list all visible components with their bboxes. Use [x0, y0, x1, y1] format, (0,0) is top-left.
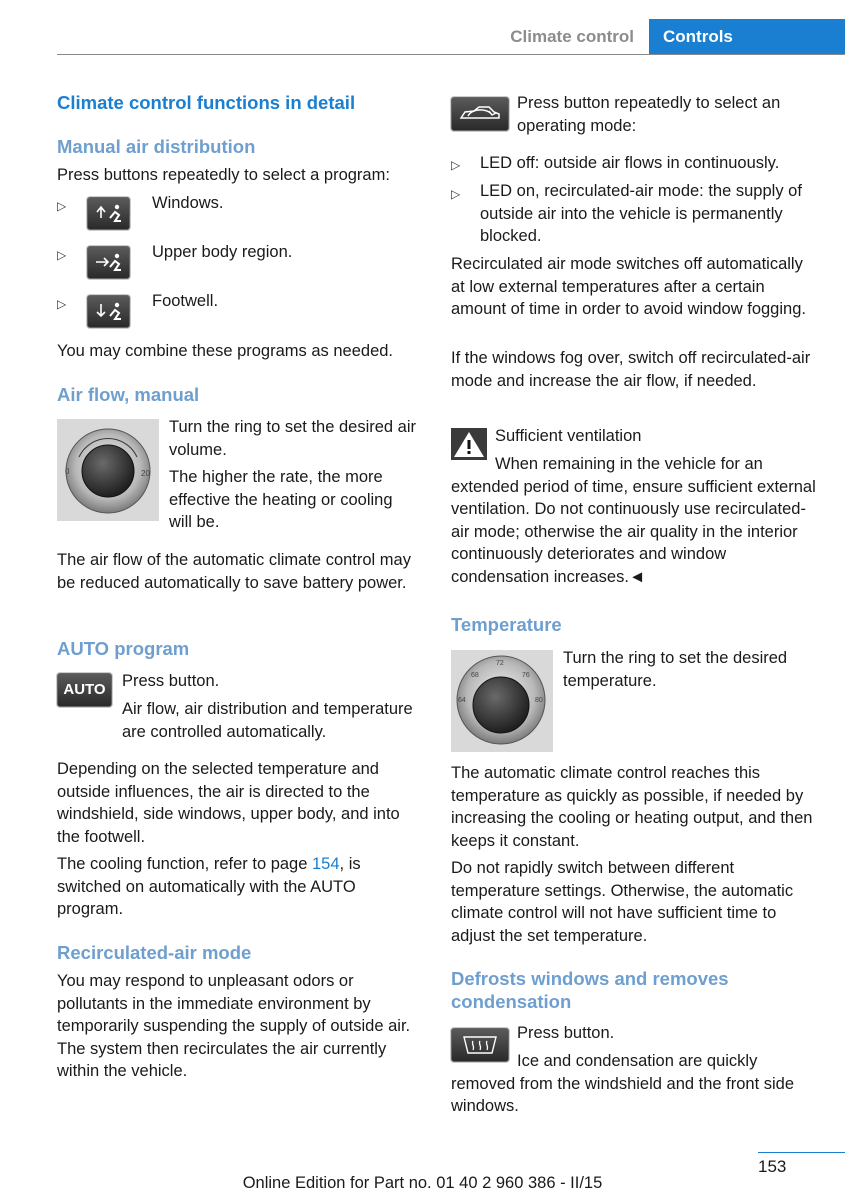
recirc-text-3: If the windows fog over, switch off recirculated-air mode and increase the air flow, if needed.: [451, 349, 811, 390]
bullet-icon: ▷: [451, 187, 461, 201]
bullet-icon: ▷: [57, 297, 67, 311]
airflow-text-3: The air flow of the automatic climate control may be reduced automatically to save battery power.: [57, 551, 411, 592]
manual-distribution-outro: You may combine these programs as needed.: [57, 342, 394, 360]
temperature-dial-image: [451, 650, 553, 752]
page-link-154[interactable]: 154: [312, 855, 340, 873]
defrost-heading: Defrosts windows and removes condensation: [451, 968, 729, 1012]
airflow-text-2: The higher the rate, the more effective the heating or cooling will be.: [169, 468, 393, 531]
recirc-bullet-led-off: LED off: outside air flows in continuously.: [480, 154, 780, 172]
temperature-text-2: The automatic climate control reaches this temperature as quickly as possible, if needed by increasing the cooling or heating output, and then keeps it constant.: [451, 764, 813, 850]
footwell-distribution-button-icon: [87, 295, 130, 328]
defrost-text-2: [451, 1050, 821, 1118]
footer-page-rule: [758, 1152, 845, 1153]
temp-dial-label-68: 68: [471, 672, 479, 679]
airflow-dial-image: [57, 419, 159, 521]
temperature-heading: Temperature: [451, 614, 562, 635]
bullet-icon: ▷: [451, 158, 461, 172]
auto-heading: AUTO program: [57, 638, 190, 659]
manual-item-upper-body: Upper body region.: [152, 243, 293, 261]
warning-body: [451, 453, 821, 588]
manual-item-footwell: Footwell.: [152, 292, 219, 310]
airflow-dial-min: 0: [65, 467, 70, 476]
auto-text-4a: The cooling function, refer to page: [57, 855, 312, 873]
bullet-icon: ▷: [57, 248, 67, 262]
manual-distribution-intro: Press buttons repeatedly to select a program:: [57, 166, 390, 184]
recirc-text-2: Recirculated air mode switches off automatically at low external temperatures after a certain amount of time in order to avoid window fogging.: [451, 255, 806, 318]
auto-text-3: Depending on the selected temperature and outside influences, the air is directed to the windshield, side windows, upper body, and into the footwell.: [57, 760, 400, 846]
warning-title: Sufficient ventilation: [495, 427, 642, 445]
temperature-text-1: Turn the ring to set the desired temperature.: [563, 649, 788, 690]
temperature-text-3: Do not rapidly switch between different temperature settings. Otherwise, the automatic climate control will not have sufficient time to adjust the set temperature.: [451, 859, 794, 945]
windows-distribution-button-icon: [87, 197, 130, 230]
footer-edition: Online Edition for Part no. 01 40 2 960 386 - II/15: [242, 1174, 603, 1192]
airflow-dial-max: 20: [141, 469, 150, 478]
upper-body-distribution-button-icon: [87, 246, 130, 279]
recirc-button-text: Press button repeatedly to select an operating mode:: [517, 94, 781, 135]
bullet-icon: ▷: [57, 199, 67, 213]
temp-dial-label-64: 64: [458, 697, 466, 704]
defrost-text-2-body: Ice and condensation are quickly removed from the windshield and the front side windows.: [451, 1052, 795, 1115]
recirc-text-1: You may respond to unpleasant odors or pollutants in the immediate environment by temporarily suspending the supply of outside air. The system then recirculates the air currently within the vehicle.: [57, 972, 411, 1080]
recirc-bullet-led-on: LED on, recirculated-air mode: the supply of outside air into the vehicle is permanently blocked.: [480, 182, 802, 245]
temp-dial-label-72: 72: [496, 660, 504, 667]
page-number: 153: [758, 1157, 787, 1176]
recirculated-air-button-icon: [451, 97, 509, 131]
temp-dial-label-80: 80: [535, 697, 543, 704]
header-tab-controls: Controls: [649, 19, 845, 55]
page-title: Climate control functions in detail: [57, 92, 356, 113]
manual-item-windows: Windows.: [152, 194, 224, 212]
header-section-title: Climate control: [510, 27, 634, 46]
auto-text-4: [57, 853, 417, 921]
defrost-text-1: Press button.: [517, 1024, 615, 1042]
airflow-heading: Air flow, manual: [57, 384, 200, 405]
auto-text-1: Press button.: [122, 672, 220, 690]
warning-body-text: When remaining in the vehicle for an extended period of time, ensure sufficient external ventilation. Do not continuously use recirculated-air mode; otherwise the air quality in the interior continuously deteriorates and window condensation increases.◄: [451, 455, 816, 586]
temp-dial-label-76: 76: [522, 672, 530, 679]
airflow-text-1: Turn the ring to set the desired air volume.: [169, 418, 417, 459]
header-divider: [57, 54, 845, 55]
auto-button-icon: AUTO: [57, 673, 112, 707]
recirc-heading: Recirculated-air mode: [57, 942, 252, 963]
manual-distribution-heading: Manual air distribution: [57, 136, 256, 157]
auto-text-4b: , is switched on automatically with the AUTO program.: [57, 855, 361, 918]
auto-text-2: Air flow, air distribution and temperature are controlled automatically.: [122, 700, 413, 741]
